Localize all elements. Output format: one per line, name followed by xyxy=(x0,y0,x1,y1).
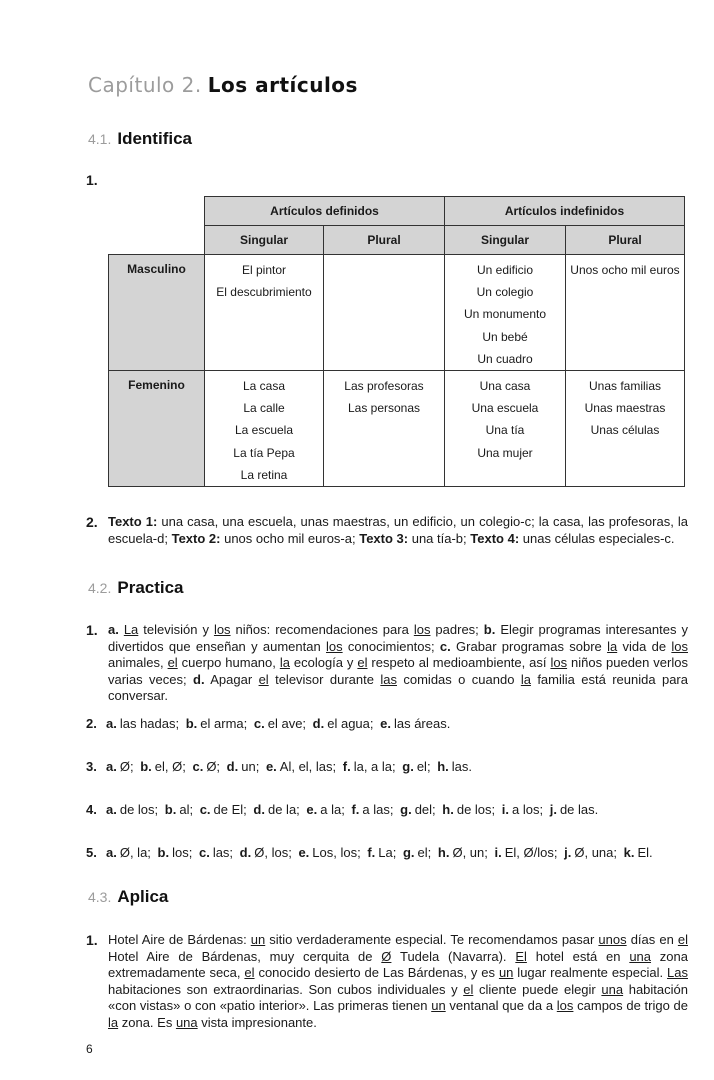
underlined-article: el xyxy=(463,981,474,997)
underlined-article: la xyxy=(108,1014,119,1030)
answer-text: a las; xyxy=(362,802,394,817)
underlined-article: la xyxy=(279,655,290,670)
answer-text: a la; xyxy=(320,802,345,817)
answer-text: niños pueden verlos varias veces; xyxy=(108,655,688,687)
underlined-article: los xyxy=(213,622,231,637)
answer-text: las; xyxy=(212,845,234,860)
page-number: 6 xyxy=(86,1042,93,1056)
letter-label: e. xyxy=(380,716,391,731)
underlined-article: el xyxy=(244,965,255,980)
answer-text: unos ocho mil euros-a; xyxy=(220,530,360,546)
list-item: Una mujer xyxy=(477,445,533,460)
text-label: Texto 2: xyxy=(171,530,221,546)
answer-text: Ø, la; xyxy=(119,845,151,860)
underlined-article: El xyxy=(515,948,527,964)
letter-label: d. xyxy=(193,671,205,687)
letter-label: a. xyxy=(106,802,117,817)
answer-text: televisión y xyxy=(138,622,214,637)
cell-fem-indef-sing xyxy=(445,371,566,487)
letter-label: d. xyxy=(253,802,265,817)
answer-text: de la; xyxy=(267,802,300,817)
cell-fem-def-sing xyxy=(205,371,324,487)
letter-label: c. xyxy=(192,759,204,774)
item-number: 3. xyxy=(86,759,97,774)
answer-text: una tía-b; xyxy=(408,530,471,546)
letter-label: k. xyxy=(623,845,635,860)
answer-item xyxy=(624,845,653,860)
letter-label: g. xyxy=(402,759,414,774)
underlined-article: Ø xyxy=(381,948,392,964)
articles-table xyxy=(108,196,685,487)
section-number: 4.1. xyxy=(88,131,112,147)
answer-row xyxy=(86,716,453,731)
cell-fem-def-plur xyxy=(324,371,445,487)
answer-item xyxy=(158,845,193,860)
letter-label: c. xyxy=(439,638,451,654)
letter-label: d. xyxy=(226,759,239,774)
answer-item xyxy=(380,716,450,731)
section-number: 4.3. xyxy=(88,889,112,905)
item-number: 1. xyxy=(86,932,98,948)
list-item: Una tía xyxy=(485,423,525,438)
answer-text: Los, los; xyxy=(312,845,361,860)
answer-text: Al, el, las; xyxy=(279,759,337,774)
item-number: 2. xyxy=(86,514,98,530)
subheader-plural: Plural xyxy=(566,226,685,255)
section-number: 4.2. xyxy=(88,580,112,596)
answer-text: Hotel Aire de Bárdenas: xyxy=(108,932,251,947)
chapter-title: Los artículos xyxy=(207,73,358,97)
practica-answer-1 xyxy=(108,622,688,705)
letter-label: g. xyxy=(400,802,412,817)
letter-label: i. xyxy=(494,845,502,860)
underlined-article: el xyxy=(357,655,368,670)
answer-text: Grabar programas sobre xyxy=(450,638,608,654)
row-label-femenino: Femenino xyxy=(109,371,205,487)
answer-item xyxy=(266,759,336,774)
underlined-article: los xyxy=(413,622,431,637)
answer-item xyxy=(240,845,292,860)
list-item: Un edificio xyxy=(476,263,534,277)
letter-label: e. xyxy=(265,759,277,774)
answer-text: habitaciones son extraordinarias. Son cubos individuales y xyxy=(108,981,464,997)
answer-text: Ø, un; xyxy=(452,845,488,860)
underlined-article: los xyxy=(550,655,568,670)
answer-text: lugar realmente especial. xyxy=(513,965,668,980)
answer-text: de los; xyxy=(119,802,159,817)
answer-text: sitio verdaderamente especial. Te recomendamos pasar xyxy=(265,932,599,947)
underlined-article: el xyxy=(167,655,178,670)
answer-item xyxy=(106,802,158,817)
underlined-article: una xyxy=(601,981,624,997)
answer-text: los; xyxy=(172,845,193,860)
list-item: Un monumento xyxy=(463,307,547,322)
identifica-answer-2 xyxy=(108,514,688,547)
row-label-masculino: Masculino xyxy=(109,255,205,371)
section-title: Aplica xyxy=(117,887,169,906)
answer-item xyxy=(106,716,179,731)
letter-label: h. xyxy=(437,845,450,860)
letter-label: c. xyxy=(198,845,210,860)
underlined-article: las xyxy=(380,671,397,687)
underlined-article: el xyxy=(258,671,269,687)
answer-row xyxy=(86,845,656,860)
answer-item xyxy=(564,845,617,860)
letter-label: i. xyxy=(501,802,510,817)
underlined-article: un xyxy=(498,965,514,980)
answer-text: el; xyxy=(416,759,431,774)
answer-text: las. xyxy=(451,759,472,774)
answer-row xyxy=(86,802,601,817)
answer-item xyxy=(502,802,543,817)
chapter-number: Capítulo 2. xyxy=(88,73,202,97)
underlined-article: La xyxy=(123,622,139,637)
list-item: Un bebé xyxy=(482,329,528,344)
answer-text: el arma; xyxy=(200,716,248,731)
answer-item xyxy=(140,759,186,774)
list-item: Unas maestras xyxy=(584,401,666,416)
answer-text: ecología y xyxy=(289,655,358,670)
aplica-answer-1 xyxy=(108,932,688,1031)
answer-item xyxy=(200,802,247,817)
answer-item xyxy=(343,759,396,774)
list-item: La calle xyxy=(243,401,285,416)
answer-text: El, Ø/los; xyxy=(504,845,558,860)
answer-text: respeto al medioambiente, así xyxy=(367,655,551,670)
list-item: Unas células xyxy=(590,423,660,438)
letter-label: j. xyxy=(564,845,572,860)
answer-item xyxy=(192,759,220,774)
answer-item xyxy=(495,845,558,860)
section-title: Practica xyxy=(117,578,184,597)
cell-masc-indef-sing xyxy=(445,255,566,371)
underlined-article: los xyxy=(556,998,574,1013)
answer-text: Apagar xyxy=(204,671,259,687)
letter-label: a. xyxy=(106,716,117,731)
answer-item xyxy=(227,759,260,774)
answer-text: las hadas; xyxy=(119,716,180,731)
answer-item xyxy=(437,759,472,774)
text-label: Texto 1: xyxy=(108,514,158,529)
answer-text: de las. xyxy=(559,802,599,817)
subheader-singular: Singular xyxy=(205,226,324,255)
answer-text: una casa, una escuela, unas maestras, un edificio, un colegio-c; la casa, las profesoras, la escuela-d; xyxy=(108,514,688,546)
answer-text: niños: recomendaciones para xyxy=(230,622,414,637)
item-number: 4. xyxy=(86,802,97,817)
answer-text: comidas o cuando xyxy=(396,671,521,687)
answer-text: el ave; xyxy=(267,716,307,731)
answer-text: televisor durante xyxy=(268,671,381,687)
list-item: Las profesoras xyxy=(344,379,424,394)
answer-text: Elegir programas interesantes y divertidos que enseñan y aumentan xyxy=(108,622,688,654)
letter-label: f. xyxy=(367,845,376,860)
answer-item xyxy=(402,759,430,774)
answer-item xyxy=(313,716,374,731)
answer-item xyxy=(403,845,431,860)
answer-text: padres; xyxy=(430,622,484,637)
letter-label: j. xyxy=(549,802,557,817)
answer-text: Tudela (Navarra). xyxy=(391,948,516,964)
answer-item xyxy=(298,845,360,860)
item-number: 1. xyxy=(86,622,98,638)
answer-text: hotel está en xyxy=(526,948,630,964)
answer-text: cliente puede elegir xyxy=(473,981,602,997)
answer-text: campos de trigo de xyxy=(573,998,689,1013)
item-number: 1. xyxy=(86,172,98,188)
letter-label: a. xyxy=(108,622,119,637)
answer-text: el agua; xyxy=(327,716,374,731)
item-number: 2. xyxy=(86,716,97,731)
letter-label: h. xyxy=(437,759,449,774)
underlined-article: la xyxy=(520,671,531,687)
cell-masc-indef-plur xyxy=(566,255,685,371)
section-heading-practica xyxy=(88,578,184,598)
answer-text: el; xyxy=(417,845,432,860)
cell-masc-def-plur xyxy=(324,255,445,371)
answer-text: la, a la; xyxy=(353,759,396,774)
list-item: La retina xyxy=(240,467,288,482)
answer-item xyxy=(106,759,134,774)
answer-text: zona extremadamente seca, xyxy=(108,948,688,980)
section-heading-identifica xyxy=(88,129,192,149)
underlined-article: la xyxy=(607,638,618,654)
list-item: Las personas xyxy=(347,401,421,416)
letter-label: f. xyxy=(351,802,360,817)
answer-item xyxy=(165,802,193,817)
letter-label: d. xyxy=(239,845,252,860)
answer-text: conocido desierto de Las Bárdenas, y es xyxy=(254,965,499,980)
answer-text: zona. Es xyxy=(118,1014,176,1030)
underlined-article: una xyxy=(175,1014,198,1030)
underlined-article: una xyxy=(629,948,652,964)
item-number: 5. xyxy=(86,845,97,860)
letter-label: b. xyxy=(185,716,198,731)
answer-item xyxy=(438,845,488,860)
text-label: Texto 3: xyxy=(359,530,409,546)
empty-corner xyxy=(109,226,205,255)
answer-item xyxy=(442,802,495,817)
answer-item xyxy=(400,802,436,817)
list-item: Unos ocho mil euros xyxy=(570,263,680,277)
answer-item xyxy=(199,845,233,860)
list-item: Una escuela xyxy=(471,401,539,416)
list-item: La casa xyxy=(242,379,286,394)
underlined-article: los xyxy=(671,638,688,654)
answer-item xyxy=(254,716,306,731)
empty-corner xyxy=(109,197,205,226)
underlined-article: Las xyxy=(667,965,688,980)
letter-label: b. xyxy=(164,802,177,817)
section-title: Identifica xyxy=(117,129,192,148)
header-definidos: Artículos definidos xyxy=(205,197,445,226)
answer-item xyxy=(253,802,299,817)
letter-label: c. xyxy=(253,716,265,731)
list-item: Una casa xyxy=(479,379,531,394)
subheader-plural: Plural xyxy=(324,226,445,255)
answer-item xyxy=(106,845,151,860)
answer-text: La; xyxy=(378,845,397,860)
answer-item xyxy=(367,845,396,860)
answer-item xyxy=(186,716,248,731)
answer-text: de los; xyxy=(456,802,496,817)
answer-text: animales, xyxy=(108,655,168,670)
answer-text: las áreas. xyxy=(393,716,451,731)
answer-text: Ø; xyxy=(206,759,221,774)
letter-label: d. xyxy=(312,716,325,731)
letter-label: g. xyxy=(402,845,415,860)
answer-text: Ø, los; xyxy=(254,845,292,860)
letter-label: b. xyxy=(157,845,170,860)
letter-label: e. xyxy=(298,845,310,860)
answer-text: habitación «con vistas» o con «patio interior». Las primeras tienen xyxy=(108,981,688,1013)
letter-label: b. xyxy=(140,759,152,774)
answer-row xyxy=(86,759,475,774)
list-item: El pintor xyxy=(241,263,287,277)
header-indefinidos: Artículos indefinidos xyxy=(445,197,685,226)
letter-label: a. xyxy=(106,759,117,774)
answer-text: El. xyxy=(637,845,653,860)
answer-item xyxy=(550,802,599,817)
section-heading-aplica xyxy=(88,887,168,907)
answer-text: vista impresionante. xyxy=(197,1014,317,1030)
answer-item xyxy=(306,802,344,817)
answer-text: familia está reunida para conversar. xyxy=(108,671,688,703)
answer-text: vida de xyxy=(617,638,672,654)
answer-text: a los; xyxy=(512,802,544,817)
answer-text: un; xyxy=(241,759,260,774)
list-item: Unas familias xyxy=(588,379,662,394)
answer-text: Hotel Aire de Bárdenas, muy cerquita de xyxy=(108,948,382,964)
list-item: El descubrimiento xyxy=(216,285,312,300)
answer-text: cuerpo humano, xyxy=(177,655,280,670)
answer-text: conocimientos; xyxy=(342,638,440,654)
answer-text: del; xyxy=(414,802,436,817)
cell-fem-indef-plur xyxy=(566,371,685,487)
answer-text: al; xyxy=(179,802,194,817)
underlined-article: el xyxy=(677,932,688,947)
letter-label: e. xyxy=(306,802,318,817)
chapter-heading xyxy=(88,73,358,97)
list-item: La tía Pepa xyxy=(233,445,295,460)
answer-text: días en xyxy=(626,932,678,947)
cell-masc-def-sing xyxy=(205,255,324,371)
list-item: Un colegio xyxy=(476,285,534,300)
list-item: Un cuadro xyxy=(477,351,533,366)
list-item: La escuela xyxy=(234,423,294,438)
answer-text: ventanal que da a xyxy=(445,998,557,1013)
underlined-article: unos xyxy=(598,932,627,947)
subheader-singular: Singular xyxy=(445,226,566,255)
letter-label: b. xyxy=(483,622,496,637)
letter-label: f. xyxy=(342,759,351,774)
letter-label: a. xyxy=(106,845,117,860)
answer-text: Ø, una; xyxy=(574,845,617,860)
answer-text: unas células especiales-c. xyxy=(519,530,675,546)
answer-text: de El; xyxy=(213,802,247,817)
underlined-article: un xyxy=(250,932,266,947)
answer-item xyxy=(351,802,393,817)
answer-text: Ø; xyxy=(119,759,134,774)
underlined-article: los xyxy=(326,638,343,654)
underlined-article: un xyxy=(431,998,446,1013)
answer-text: el, Ø; xyxy=(154,759,186,774)
letter-label: c. xyxy=(199,802,211,817)
text-label: Texto 4: xyxy=(470,530,520,546)
letter-label: h. xyxy=(442,802,454,817)
